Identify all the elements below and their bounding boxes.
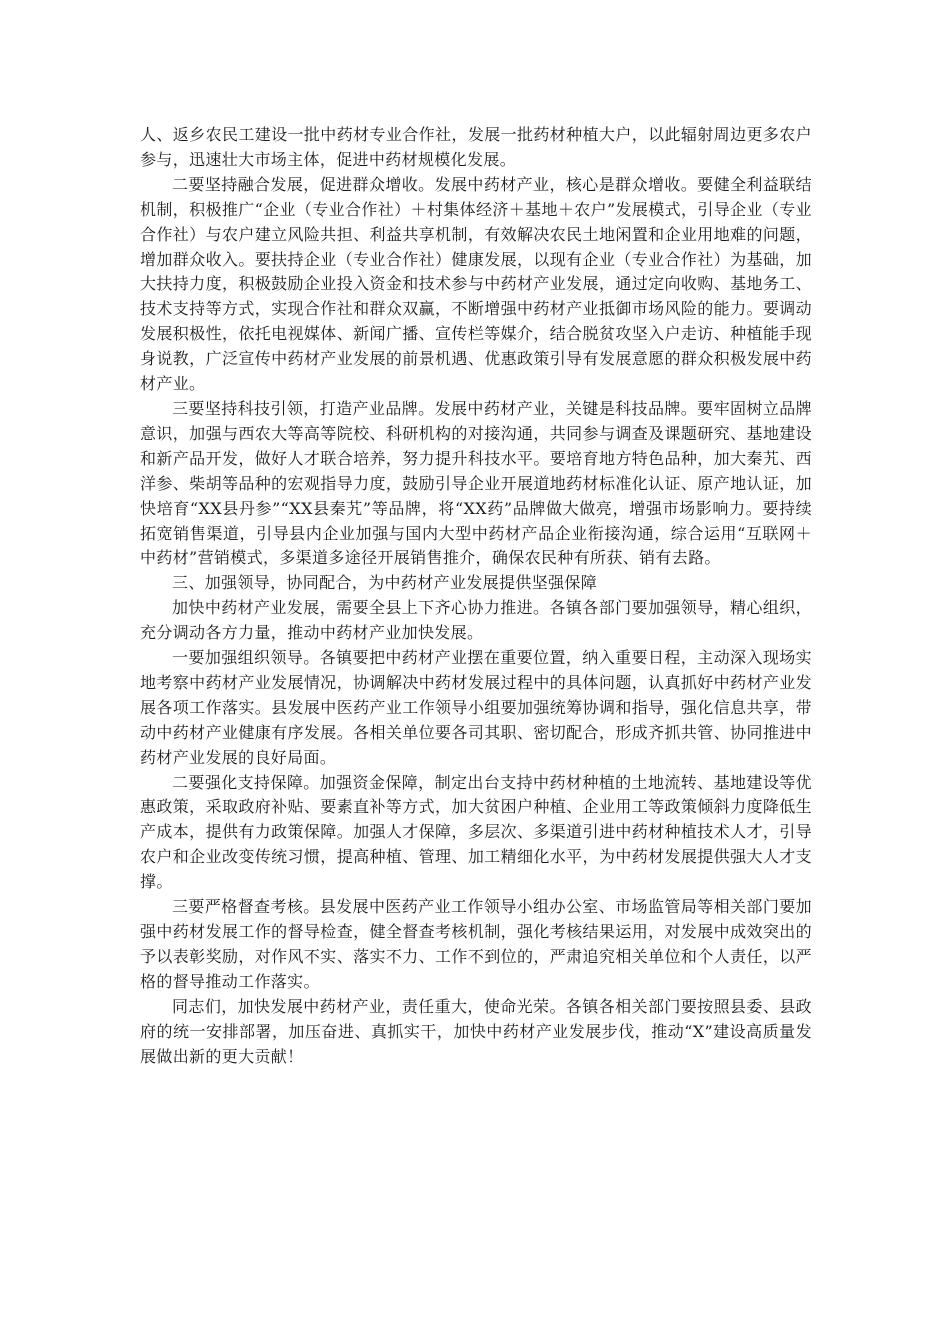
document-body: [140, 123, 812, 1069]
paragraph-organization-leadership: 一要加强组织领导。各镇要把中药材产业摆在重要位置，纳入重要日程，主动深入现场实地考察中药材产业发展情况，协调解决中药材发展过程中的具体问题，认真抓好中药材产业发展各项工作落实。县发展中医药产业工作领导小组要加强统筹协调和指导，强化信息共享，带动中药材产业健康有序发展。各相关单位要各司其职、密切配合，形成齐抓共管、协同推进中药材产业发展的良好局面。: [140, 648, 812, 767]
paragraph-support-guarantee: 二要强化支持保障。加强资金保障，制定出台支持中药材种植的土地流转、基地建设等优惠政策，采取政府补贴、要素直补等方式，加大贫困户种植、企业用工等政策倾斜力度降低生产成本，提供有力政策保障。加强人才保障，多层次、多渠道引进中药材种植技术人才，引导农户和企业改变传统习惯，提高种植、管理、加工精细化水平，为中药材发展提供强大人才支撑。: [140, 772, 812, 892]
section-heading-leadership: 三、加强领导，协同配合，为中药材产业发展提供坚强保障: [172, 573, 598, 593]
paragraph-section-intro: 加快中药材产业发展，需要全县上下齐心协力推进。各镇各部门要加强领导，精心组织，充分调动各方力量，推动中药材产业加快发展。: [140, 598, 812, 643]
paragraph-supervision-assessment: 三要严格督查考核。县发展中医药产业工作领导小组办公室、市场监管局等相关部门要加强中药材发展工作的督导检查，健全督查考核机制，强化考核结果运用，对发展中成效突出的予以表彰奖励，对作风不实、落实不力、工作不到位的，严肃追究相关单位和个人责任，以严格的督导推动工作落实。: [140, 897, 812, 991]
paragraph-closing: 同志们，加快发展中药材产业，责任重大，使命光荣。各镇各相关部门要按照县委、县政府的统一安排部署，加压奋进、真抓实干，加快中药材产业发展步伐，推动“X”建设高质量发展做出新的更大贡献！: [140, 996, 812, 1066]
paragraph-continuation: 人、返乡农民工建设一批中药材专业合作社，发展一批药材种植大户，以此辐射周边更多农户参与，迅速壮大市场主体，促进中药材规模化发展。: [140, 125, 812, 169]
paragraph-integrated-development: 二要坚持融合发展，促进群众增收。发展中药材产业，核心是群众增收。要健全利益联结机制，积极推广“企业（专业合作社）＋村集体经济＋基地＋农户”发展模式，引导企业（专业合作社）与农户建立风险共担、利益共享机制，有效解决农民土地闲置和企业用地难的问题，增加群众收入。要扶持企业（专业合作社）健康发展，以现有企业（专业合作社）为基础，加大扶持力度，积极鼓励企业投入资金和技术参与中药材产业发展，通过定向收购、基地务工、技术支持等方式，实现合作社和群众双赢，不断增强中药材产业抵御市场风险的能力。要调动发展积极性，依托电视媒体、新闻广播、宣传栏等媒介，结合脱贫攻坚入户走访、种植能手现身说教，广泛宣传中药材产业发展的前景机遇、优惠政策引导有发展意愿的群众积极发展中药材产业。: [140, 174, 812, 394]
paragraph-technology-brand: 三要坚持科技引领，打造产业品牌。发展中药材产业，关键是科技品牌。要牢固树立品牌意识，加强与西农大等高等院校、科研机构的对接沟通，共同参与调查及课题研究、基地建设和新产品开发，做好人才联合培养，努力提升科技水平。要培育地方特色品种，加大秦艽、西洋参、柴胡等品种的宏观指导力度，鼓励引导企业开展道地药材标准化认证、原产地认证，加快培育“XX县丹参”“XX县秦艽”等品牌，将“XX药”品牌做大做亮，增强市场影响力。要持续拓宽销售渠道，引导县内企业加强与国内大型中药材产品企业衔接沟通，综合运用“互联网＋中药材”营销模式，多渠道多途径开展销售推介，确保农民种有所获、销有去路。: [140, 398, 812, 568]
